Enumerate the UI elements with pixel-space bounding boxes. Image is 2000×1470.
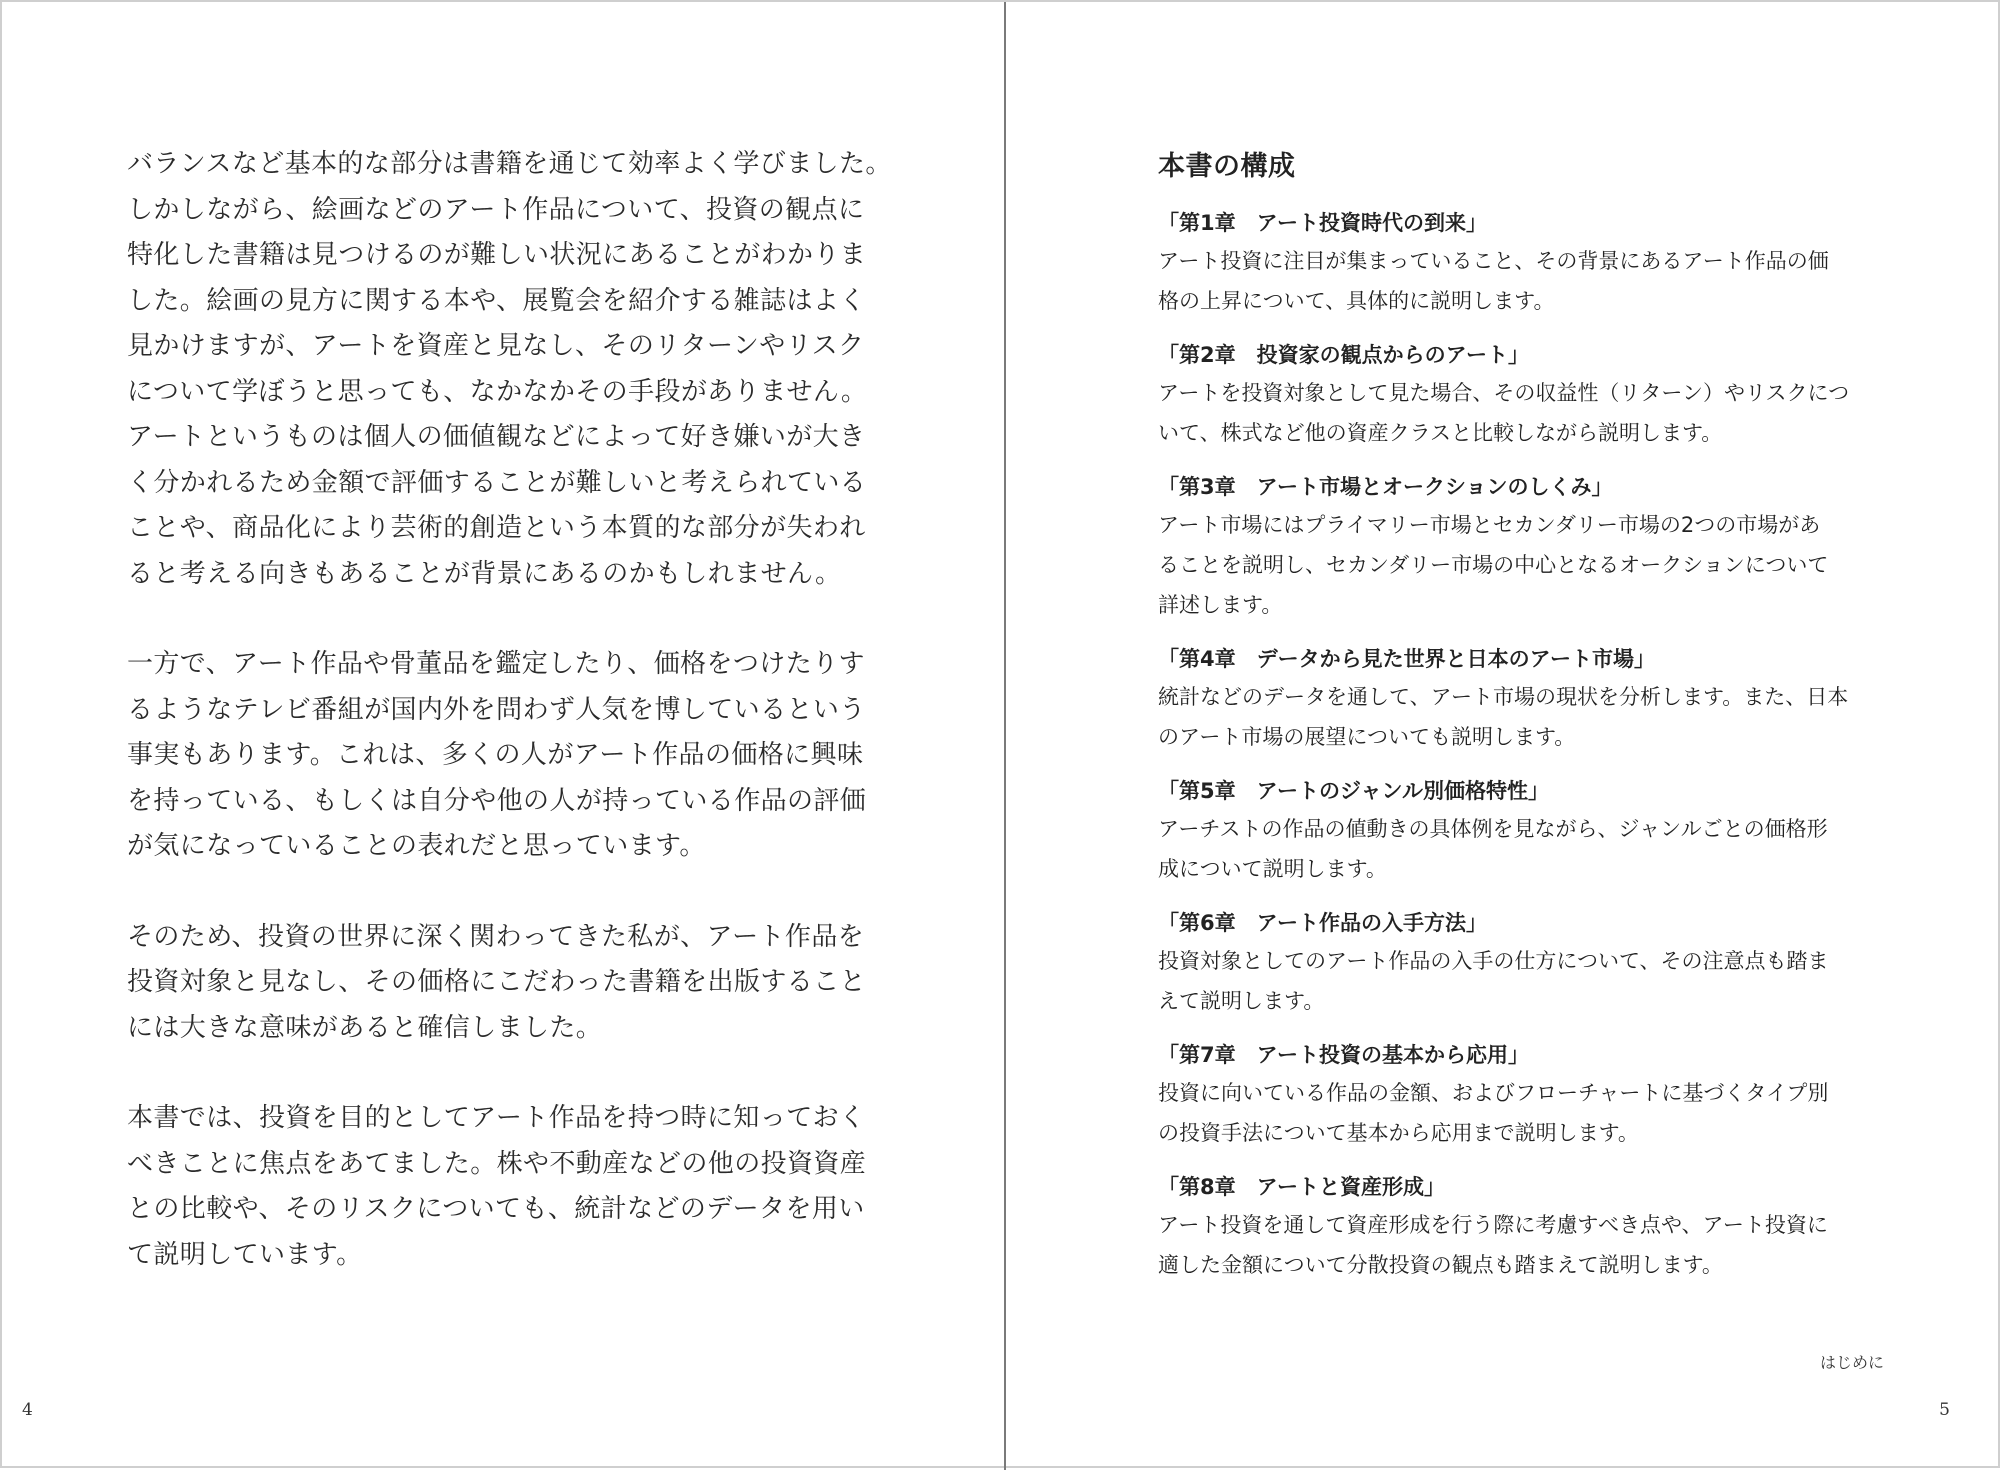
chapter-5 (1158, 773, 1898, 889)
text-line: の投資手法について基本から応用まで説明します。 (1158, 1121, 1639, 1145)
text-line: ることを説明し、セカンダリー市場の中心となるオークションについて (1158, 553, 1829, 577)
text-line: 統計などのデータを通して、アート市場の現状を分析します。また、日本 (1158, 685, 1849, 709)
chapter-description (1158, 505, 1898, 625)
chapter-8 (1158, 1169, 1898, 1285)
chapter-title: 「第5章 アートのジャンル別価格特性」 (1158, 779, 1550, 803)
text-line: には大きな意味があると確信しました。 (127, 1012, 603, 1043)
chapter-1 (1158, 205, 1898, 321)
page-number-right: 5 (1939, 1400, 1950, 1420)
chapter-title: 「第3章 アート市場とオークションのしくみ」 (1158, 475, 1613, 499)
text-line: した。絵画の見方に関する本や、展覧会を紹介する雑誌はよく (127, 285, 866, 316)
paragraph-4 (127, 1096, 872, 1278)
text-line: のアート市場の展望についても説明します。 (1158, 725, 1576, 749)
chapter-description (1158, 1205, 1898, 1285)
text-line: アーチストの作品の値動きの具体例を見ながら、ジャンルごとの価格形 (1158, 817, 1828, 841)
text-line: ことや、商品化により芸術的創造という本質的な部分が失われ (127, 513, 866, 543)
chapter-title: 「第7章 アート投資の基本から応用」 (1158, 1043, 1529, 1067)
text-line: 投資対象と見なし、その価格にこだわった書籍を出版すること (127, 967, 866, 997)
text-line: 詳述します。 (1158, 593, 1283, 617)
text-line: 適した金額について分散投資の観点も踏まえて説明します。 (1158, 1253, 1723, 1277)
paragraph-3 (127, 915, 872, 1052)
text-line: アート投資に注目が集まっていること、その背景にあるアート作品の価 (1158, 249, 1829, 273)
text-line: 一方で、アート作品や骨董品を鑑定したり、価格をつけたりす (127, 649, 865, 679)
body-text (127, 142, 892, 1323)
chapter-description (1158, 677, 1898, 757)
text-line: く分かれるため金額で評価することが難しいと考えられている (127, 467, 867, 498)
text-line: ると考える向きもあることが背景にあるのかもしれません。 (127, 558, 842, 589)
text-line: 投資対象としてのアート作品の入手の仕方について、その注意点も踏ま (1158, 949, 1829, 973)
text-line: 見かけますが、アートを資産と見なし、そのリターンやリスク (127, 331, 865, 361)
text-line: 成について説明します。 (1158, 857, 1387, 881)
chapter-title: 「第6章 アート作品の入手方法」 (1158, 911, 1487, 935)
text-line: て説明しています。 (127, 1239, 363, 1270)
text-line: との比較や、そのリスクについても、統計などのデータを用い (127, 1194, 865, 1224)
chapter-description (1158, 941, 1898, 1021)
text-line: について学ぼうと思っても、なかなかその手段がありません。 (127, 376, 868, 407)
text-line: 格の上昇について、具体的に説明します。 (1158, 289, 1555, 313)
chapter-6 (1158, 905, 1898, 1021)
text-line: そのため、投資の世界に深く関わってきた私が、アート作品を (127, 921, 865, 952)
text-line: バランスなど基本的な部分は書籍を通じて効率よく学びました。 (127, 149, 892, 179)
text-line: いて、株式など他の資産クラスと比較しながら説明します。 (1158, 421, 1723, 445)
text-line: 特化した書籍は見つけるのが難しい状況にあることがわかりま (127, 240, 867, 270)
right-page (1006, 2, 2000, 1470)
chapter-title: 「第2章 投資家の観点からのアート」 (1158, 343, 1529, 367)
page-number-left: 4 (22, 1400, 33, 1420)
left-page (2, 2, 1004, 1470)
text-line: アート投資を通して資産形成を行う際に考慮すべき点や、アート投資に (1158, 1213, 1828, 1237)
chapter-description (1158, 1073, 1898, 1153)
text-line: を持っている、もしくは自分や他の人が持っている作品の評価 (127, 785, 867, 816)
paragraph-2 (127, 642, 872, 870)
text-line: アートというものは個人の価値観などによって好き嫌いが大き (127, 422, 866, 452)
chapter-title: 「第4章 データから見た世界と日本のアート市場」 (1158, 647, 1655, 671)
chapter-description (1158, 373, 1898, 453)
text-line: 本書では、投資を目的としてアート作品を持つ時に知っておく (127, 1103, 866, 1133)
chapter-title: 「第8章 アートと資産形成」 (1158, 1175, 1445, 1199)
text-line: 投資に向いている作品の金額、およびフローチャートに基づくタイプ別 (1158, 1081, 1829, 1105)
paragraph-1 (127, 142, 892, 597)
chapter-2 (1158, 337, 1898, 453)
text-line: アート市場にはプライマリー市場とセカンダリー市場の2つの市場があ (1158, 513, 1821, 537)
chapter-7 (1158, 1037, 1898, 1153)
chapter-description (1158, 809, 1898, 889)
chapter-description (1158, 241, 1898, 321)
text-line: しかしながら、絵画などのアート作品について、投資の観点に (127, 194, 865, 225)
book-structure (1158, 144, 1898, 1301)
text-line: るようなテレビ番組が国内外を問わず人気を博しているという (127, 694, 866, 725)
text-line: が気になっていることの表れだと思っています。 (127, 831, 706, 861)
text-line: べきことに焦点をあてました。株や不動産などの他の投資資産 (127, 1148, 867, 1179)
running-head: はじめに (1819, 1353, 1884, 1372)
chapter-4 (1158, 641, 1898, 757)
chapter-title: 「第1章 アート投資時代の到来」 (1158, 211, 1487, 235)
section-heading: 本書の構成 (1158, 151, 1296, 182)
text-line: えて説明します。 (1158, 989, 1325, 1013)
chapter-3 (1158, 469, 1898, 625)
text-line: アートを投資対象として見た場合、その収益性（リターン）やリスクにつ (1158, 381, 1850, 405)
text-line: 事実もあります。これは、多くの人がアート作品の価格に興味 (127, 740, 864, 770)
